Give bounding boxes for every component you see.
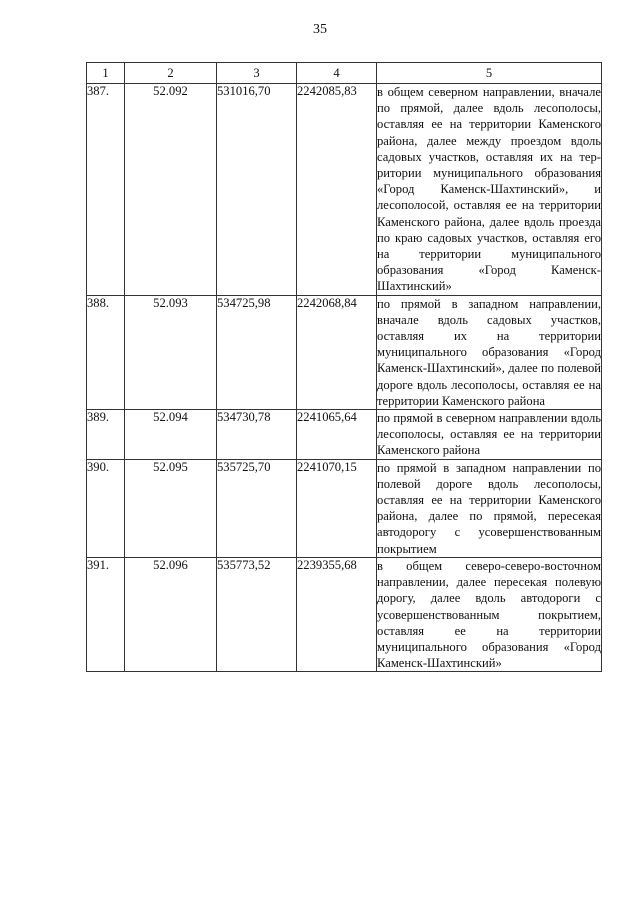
header-col-3: 3 (217, 63, 297, 84)
coordinate-x: 535725,70 (217, 459, 297, 557)
table-row (87, 84, 602, 296)
boundary-description: по прямой в западном направлении, вначале вдоль садовых участков, оставляя их на территории муниципального образования «Город Каменск-Шахтинский», далее по полевой дороге вдоль лесополосы, оставляя ее на территории Каменского района (377, 296, 601, 408)
table-header (87, 63, 602, 84)
table-row (87, 459, 602, 557)
row-number: 387. (87, 84, 125, 296)
coordinate-y: 2242068,84 (297, 295, 377, 409)
point-code: 52.096 (125, 557, 217, 671)
header-col-1: 1 (87, 63, 125, 84)
row-number: 389. (87, 410, 125, 460)
header-row (87, 63, 602, 84)
coordinate-x: 534730,78 (217, 410, 297, 460)
header-col-5: 5 (377, 63, 602, 84)
boundary-description: в общем северном направлении, вначале по прямой, далее вдоль лесополосы, оставляя ее на территории Каменского района, далее между проездом вдоль садовых участков, оставляя их на территории муниципального образования «Город Каменск-Шахтинский», и лесополосой, оставляя ее на территории Каменского района, далее вдоль проезда по краю садовых участков, оставляя его на территории муниципального образования «Город Каменск-Шахтинский» (377, 85, 601, 294)
coordinate-x: 531016,70 (217, 84, 297, 296)
coordinate-y: 2242085,83 (297, 84, 377, 296)
table-row (87, 557, 602, 671)
header-col-2: 2 (125, 63, 217, 84)
row-number: 388. (87, 295, 125, 409)
coordinate-y: 2239355,68 (297, 557, 377, 671)
coordinate-y: 2241070,15 (297, 459, 377, 557)
table-row (87, 410, 602, 460)
point-code: 52.092 (125, 84, 217, 296)
point-code: 52.094 (125, 410, 217, 460)
table-row (87, 295, 602, 409)
header-col-4: 4 (297, 63, 377, 84)
coordinate-x: 535773,52 (217, 557, 297, 671)
boundary-description: в общем северо-северо-восточном направлении, далее пересекая полевую дорогу, далее вдоль автодороги с усовершенствованным покрытием, оставляя ее на территории муниципального образования «Город Каменск-Шахтинский» (377, 558, 601, 671)
point-code: 52.093 (125, 295, 217, 409)
boundary-description: по прямой в западном направлении по полевой дороге вдоль лесополосы, оставляя ее на территории Каменского района, далее по прямой, пересекая автодорогу с усовершенствованным покрытием (377, 460, 601, 556)
coordinate-x: 534725,98 (217, 295, 297, 409)
table-body (87, 84, 602, 672)
boundary-description: по прямой в северном направлении вдоль лесополосы, оставляя ее на территории Каменского района (377, 411, 601, 458)
point-code: 52.095 (125, 459, 217, 557)
page-number: 35 (313, 22, 327, 37)
row-number: 390. (87, 459, 125, 557)
boundary-description-table (86, 62, 602, 672)
row-number: 391. (87, 557, 125, 671)
coordinate-y: 2241065,64 (297, 410, 377, 460)
